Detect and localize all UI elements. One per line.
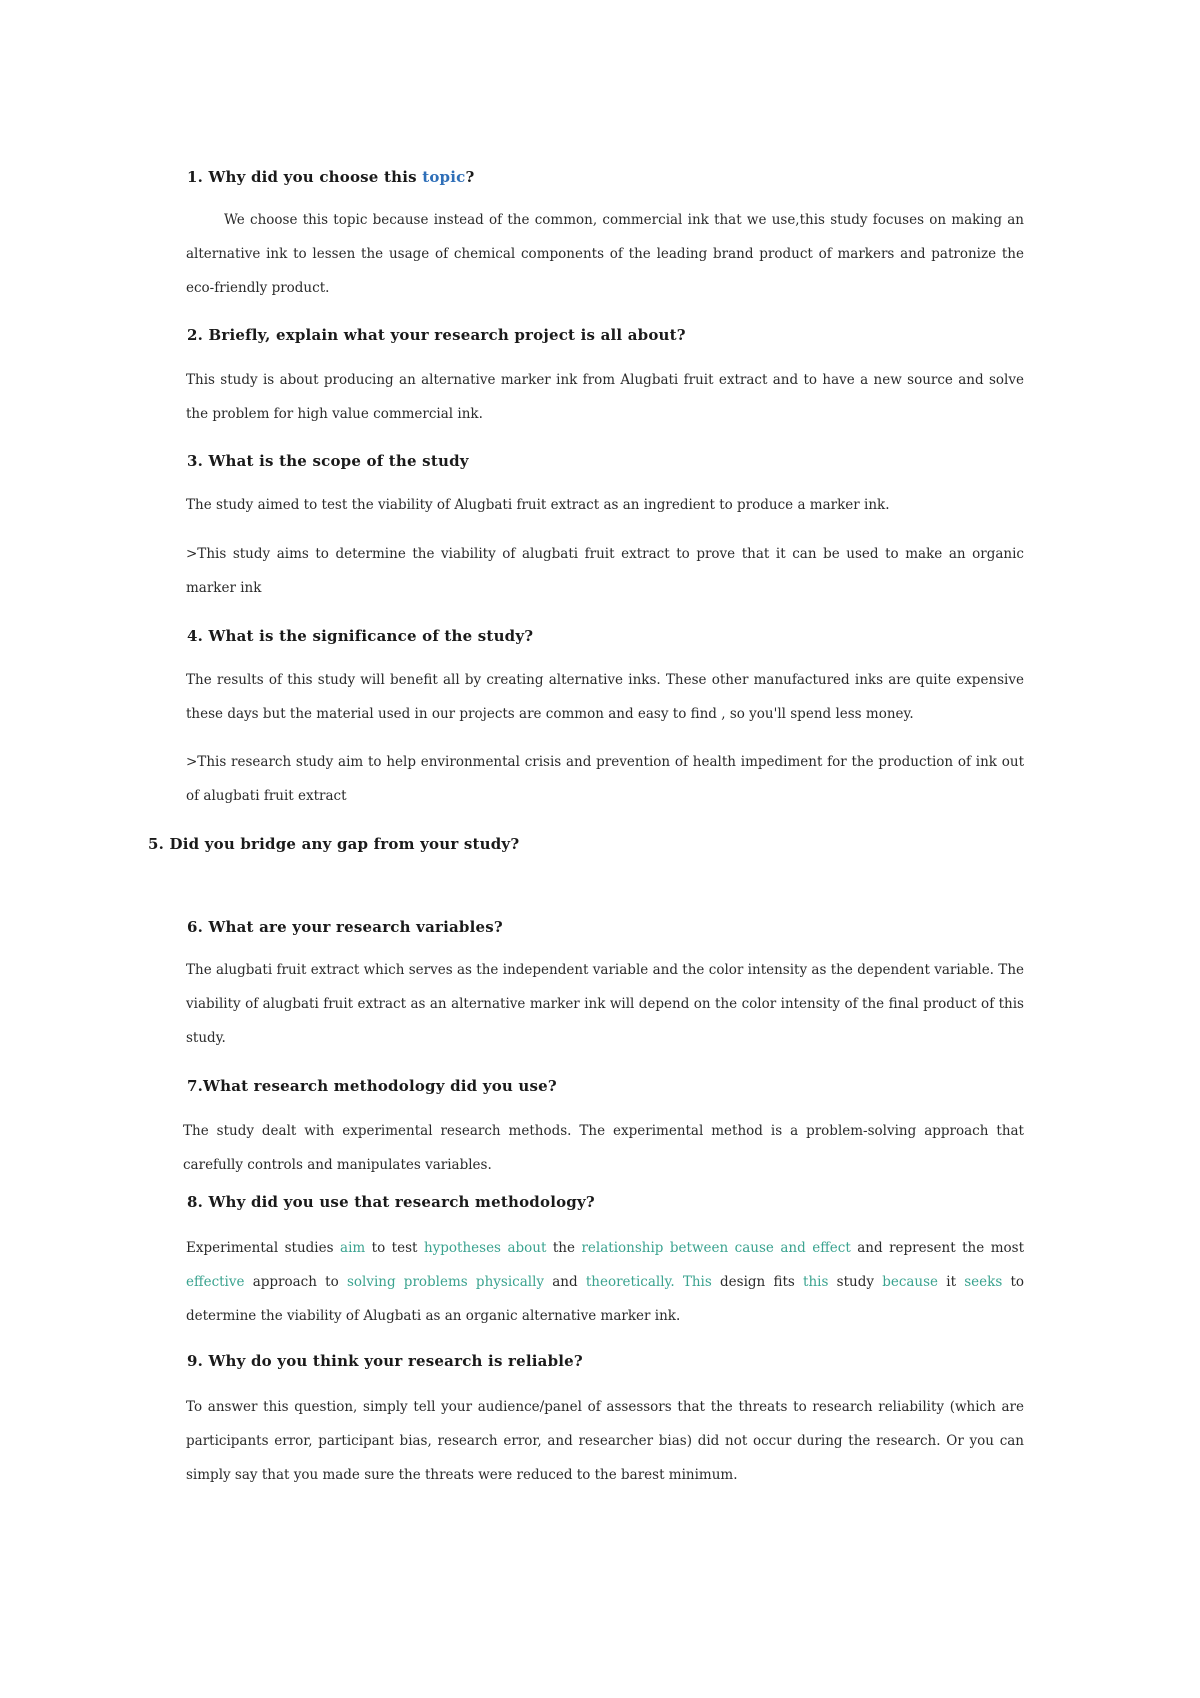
answer-7: The study dealt with experimental research methods. The experimental method is a problem-solving approach that carefully controls and manipulates variables. (183, 1123, 1024, 1173)
answer-6: The alugbati fruit extract which serves as the independent variable and the color intensity as the dependent variable. The viability of alugbati fruit extract as an alternative marker ink will depend on the color intensity of the final product of this study. (186, 962, 1024, 1046)
question-3-heading: 3. What is the scope of the study (187, 452, 469, 470)
answer-9: To answer this question, simply tell your audience/panel of assessors that the threats to research reliability (which are participants error, participant bias, research error, and researcher bias) did not occur during the research. Or you can simply say that you made sure the threats were reduced to the barest minimum. (186, 1399, 1024, 1483)
answer-4-note: >This research study aim to help environmental crisis and prevention of health impediment for the production of ink out of alugbati fruit extract (186, 754, 1024, 804)
question-5-heading: 5. Did you bridge any gap from your study? (148, 835, 520, 853)
answer-4: The results of this study will benefit all by creating alternative inks. These other manufactured inks are quite expensive these days but the material used in our projects are common and easy to find , so you'll spend less money. (186, 672, 1024, 722)
answer-8: Experimental studies aim to test hypotheses about the relationship between cause and effect and represent the most effective approach to solving problems physically and theoretically. This design fits this study because it seeks to determine the viability of Alugbati as an organic alternative marker ink. (186, 1240, 1025, 1324)
answer-3-note: >This study aims to determine the viability of alugbati fruit extract to prove that it can be used to make an organic marker ink (186, 546, 1024, 596)
topic-link[interactable]: topic (422, 168, 466, 186)
answer-3: The study aimed to test the viability of Alugbati fruit extract as an ingredient to produce a marker ink. (186, 497, 890, 513)
question-8-heading: 8. Why did you use that research methodology? (187, 1193, 595, 1211)
question-6-heading: 6. What are your research variables? (187, 918, 503, 936)
answer-1: We choose this topic because instead of the common, commercial ink that we use,this study focuses on making an alternative ink to lessen the usage of chemical components of the leading brand product of markers and patronize the eco-friendly product. (186, 212, 1024, 296)
question-4-heading: 4. What is the significance of the study? (187, 627, 534, 645)
question-9-heading: 9. Why do you think your research is reliable? (187, 1352, 583, 1370)
question-1-heading: 1. Why did you choose this topic? (187, 168, 475, 186)
answer-2: This study is about producing an alternative marker ink from Alugbati fruit extract and to have a new source and solve the problem for high value commercial ink. (186, 372, 1024, 422)
question-7-heading: 7.What research methodology did you use? (187, 1077, 557, 1095)
question-2-heading: 2. Briefly, explain what your research project is all about? (187, 326, 686, 344)
